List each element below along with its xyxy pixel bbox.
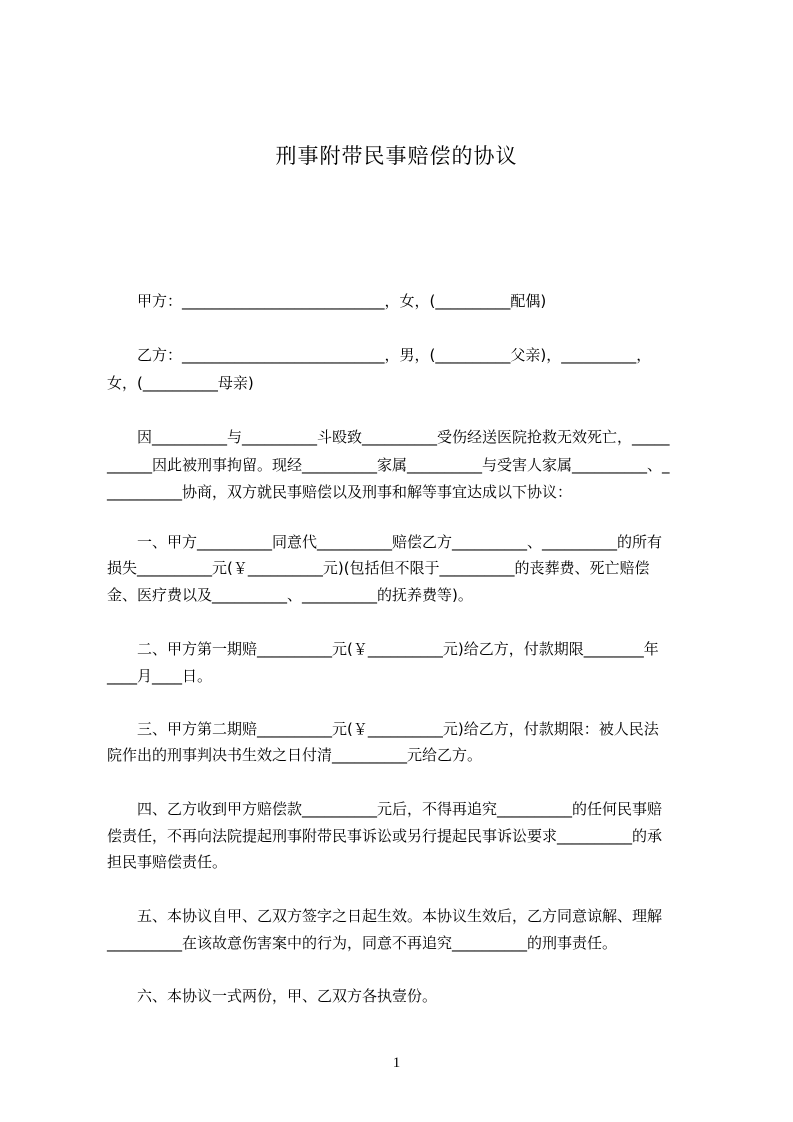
clause-6-line-1: 六、本协议一式两份，甲、乙双方各执壹份。 (137, 987, 438, 1005)
clause-4-line-2: 偿责任，不再向法院提起刑事附带民事诉讼或另行提起民事诉讼要求__________的承 (107, 827, 663, 845)
clause-5-line-2: __________在该故意伤害案中的行为，同意不再追究__________的刑事责任。 (107, 934, 618, 952)
page-number: 1 (392, 1055, 401, 1071)
clause-3-line-1: 三、甲方第二期赔__________元(￥__________元)给乙方，付款期限：被人民法 (137, 720, 659, 738)
background-line-2: ______因此被刑事拘留。现经__________家属__________与受害人家属__________、_ (107, 456, 670, 474)
party-a-line: 甲方：___________________________，女，(__________配偶) (137, 292, 547, 310)
clause-1-line-3: 金、医疗费以及__________、__________的抚养费等)。 (107, 586, 473, 604)
clause-5-line-1: 五、本协议自甲、乙双方签字之日起生效。本协议生效后，乙方同意谅解、理解 (137, 907, 663, 925)
clause-4-line-3: 担民事赔偿责任。 (107, 853, 228, 871)
clause-2-line-2: ____月____日。 (107, 667, 213, 685)
clause-1-line-2: 损失__________元(￥__________元)(包括但不限于__________的丧葬费、死亡赔偿 (107, 559, 650, 577)
document-title: 刑事附带民事赔偿的协议 (275, 144, 518, 168)
background-line-1: 因__________与__________斗殴致__________受伤经送医院抢救无效死亡，_____ (137, 428, 670, 446)
clause-2-line-1: 二、甲方第一期赔__________元(￥__________元)给乙方，付款期限________年 (137, 640, 659, 658)
clause-3-line-2: 院作出的刑事判决书生效之日付清__________元给乙方。 (107, 746, 483, 764)
party-b-line-2: 女，(__________母亲) (107, 374, 254, 392)
background-line-3: __________协商，双方就民事赔偿以及刑事和解等事宜达成以下协议： (107, 483, 573, 501)
clause-4-line-1: 四、乙方收到甲方赔偿款__________元后，不得再追究__________的任何民事赔 (137, 800, 663, 818)
clause-1-line-1: 一、甲方__________同意代__________赔偿乙方__________、__________的所有 (137, 533, 663, 551)
party-b-line-1: 乙方：___________________________，男，(__________父亲)，__________， (137, 346, 652, 364)
